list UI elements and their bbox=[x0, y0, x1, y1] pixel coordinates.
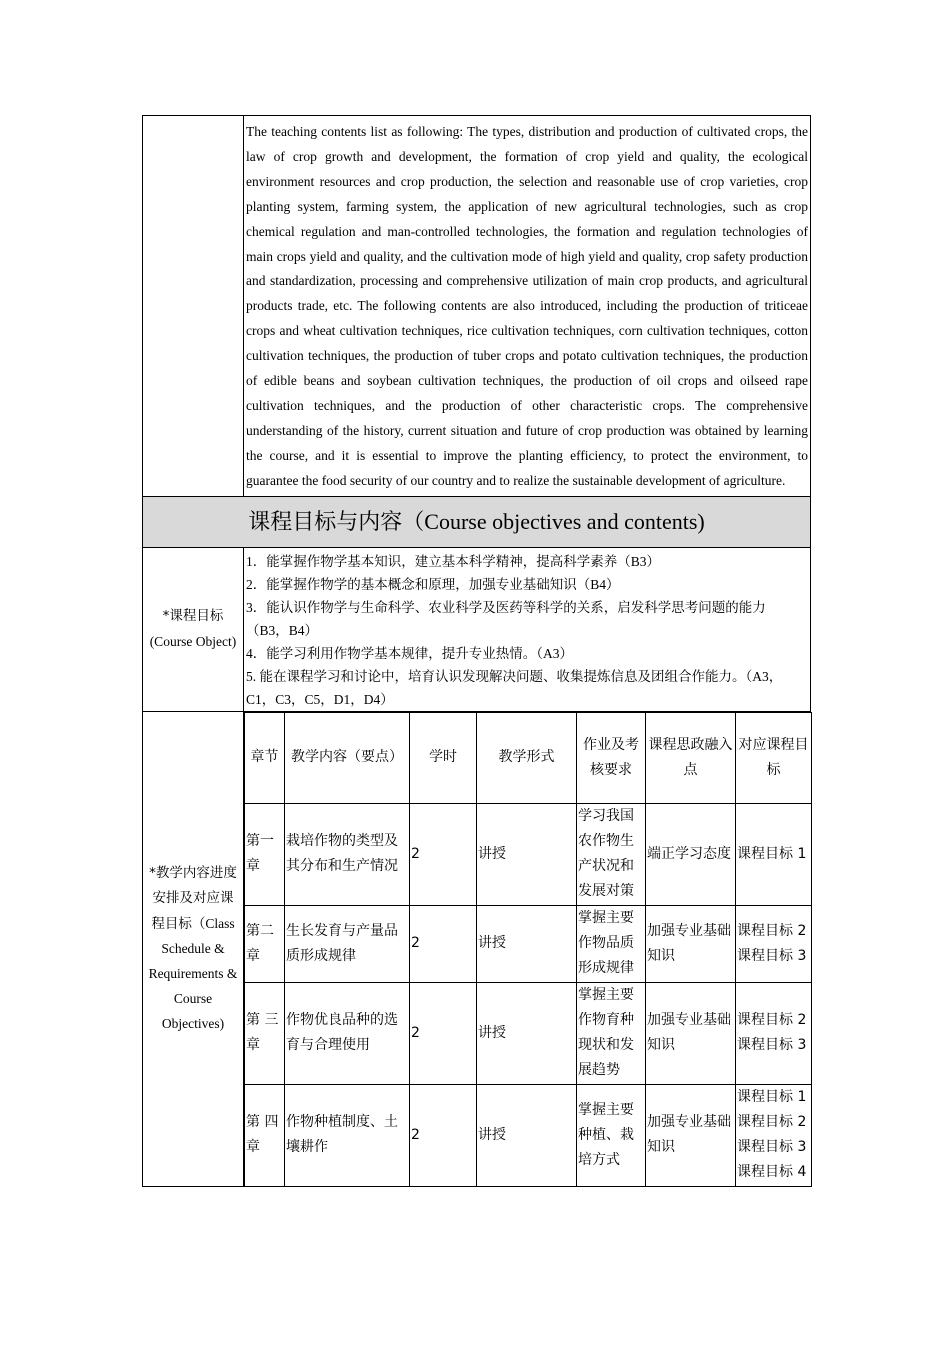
objectives-list bbox=[244, 547, 811, 711]
schedule-label-line: Objectives) bbox=[161, 1016, 225, 1032]
objective-ref: 课程目标 2 bbox=[737, 1114, 807, 1131]
table-row bbox=[245, 905, 812, 982]
row-content: 生长发育与产量品质形成规律 bbox=[285, 905, 410, 982]
row-form: 讲授 bbox=[477, 803, 577, 905]
row-objectives bbox=[736, 803, 812, 905]
schedule-row bbox=[143, 711, 811, 1187]
schedule-label-line: 安排及对应课 bbox=[152, 890, 234, 907]
row-hours: 2 bbox=[410, 1084, 477, 1186]
row-objectives bbox=[736, 905, 812, 982]
objective-item: 3．能认识作物学与生命科学、农业科学及医药等科学的关系，启发科学思考问题的能力（B3，B4） bbox=[246, 599, 766, 638]
objective-ref: 课程目标 2 bbox=[737, 922, 807, 939]
section-title: 课程目标与内容（Course objectives and contents) bbox=[143, 496, 811, 547]
objective-item: 1．能掌握作物学基本知识，建立基本科学精神，提高科学素养（B3） bbox=[246, 553, 661, 569]
intro-row bbox=[143, 116, 811, 497]
objectives-label-en: (Course Object) bbox=[149, 634, 237, 650]
objective-item: 4．能学习利用作物学基本规律，提升专业热情。（A3） bbox=[246, 645, 573, 661]
row-hours: 2 bbox=[410, 982, 477, 1084]
row-chapter: 第二章 bbox=[245, 905, 285, 982]
schedule-cell bbox=[244, 711, 811, 1187]
row-objectives bbox=[736, 1084, 812, 1186]
objective-ref: 课程目标 3 bbox=[737, 1139, 807, 1156]
row-objectives bbox=[736, 982, 812, 1084]
schedule-header-row bbox=[245, 712, 812, 803]
row-content: 作物种植制度、土壤耕作 bbox=[285, 1084, 410, 1186]
header-hours: 学时 bbox=[410, 712, 477, 803]
schedule-label-line: Course bbox=[173, 991, 213, 1007]
row-chapter: 第 四章 bbox=[245, 1084, 285, 1186]
row-form: 讲授 bbox=[477, 1084, 577, 1186]
objective-ref: 课程目标 4 bbox=[737, 1164, 807, 1181]
syllabus-document bbox=[142, 115, 810, 1187]
intro-left-cell bbox=[143, 116, 244, 497]
objectives-label-cn: *课程目标 bbox=[162, 608, 224, 625]
schedule-label-line: Requirements & bbox=[148, 966, 238, 982]
row-chapter: 第 三章 bbox=[245, 982, 285, 1084]
row-ideology: 端正学习态度 bbox=[646, 803, 736, 905]
row-ideology: 加强专业基础知识 bbox=[646, 982, 736, 1084]
objective-ref: 课程目标 1 bbox=[737, 1089, 807, 1106]
table-row bbox=[245, 982, 812, 1084]
objective-ref: 课程目标 3 bbox=[737, 1037, 807, 1054]
header-ideology: 课程思政融入点 bbox=[646, 712, 736, 803]
schedule-table bbox=[244, 712, 812, 1187]
syllabus-table bbox=[142, 115, 811, 1187]
table-row bbox=[245, 1084, 812, 1186]
row-hours: 2 bbox=[410, 803, 477, 905]
section-banner-row bbox=[143, 496, 811, 547]
row-content: 作物优良品种的选育与合理使用 bbox=[285, 982, 410, 1084]
objective-ref: 课程目标 3 bbox=[737, 947, 807, 964]
header-objectives: 对应课程目标 bbox=[736, 712, 812, 803]
row-homework: 掌握主要作物育种现状和发展趋势 bbox=[577, 982, 646, 1084]
objective-item: 5. 能在课程学习和讨论中，培育认识发现解决问题、收集提炼信息及团组合作能力。（A3，C1，C3，C5，D1，D4） bbox=[246, 668, 783, 707]
row-homework: 学习我国农作物生产状况和发展对策 bbox=[577, 803, 646, 905]
objective-ref: 课程目标 2 bbox=[737, 1012, 807, 1029]
header-form: 教学形式 bbox=[477, 712, 577, 803]
row-ideology: 加强专业基础知识 bbox=[646, 1084, 736, 1186]
table-row bbox=[245, 803, 812, 905]
intro-paragraph: The teaching contents list as following: The types, distribution and production of cultivated crops, the law of crop growth and development, the formation of crop yield and quality, the ecological environment resources and crop production, the selection and reasonable use of crop varieties, crop planting system, farming system, the application of new agricultural technologies, such as crop chemical regulation and man-controlled technologies, the formation and regulation technologies of main crops yield and quality, and the cultivation mode of high yield and quality, crop safety production and standardization, processing and comprehensive utilization of main crop products, and agricultural products trade, etc. The following contents are also introduced, including the production of triticeae crops and wheat cultivation techniques, rice cultivation techniques, corn cultivation techniques, cotton cultivation techniques, the production of tuber crops and potato cultivation techniques, the production of edible beans and soybean cultivation techniques, the production of oil crops and oilseed rape cultivation techniques, and the production of other characteristic crops. The comprehensive understanding of the history, current situation and future of crop production was obtained by learning the course, and it is essential to improve the planting efficiency, to protect the environment, to guarantee the food security of our country and to realize the sustainable development of agriculture. bbox=[244, 116, 811, 497]
row-ideology: 加强专业基础知识 bbox=[646, 905, 736, 982]
header-homework: 作业及考核要求 bbox=[577, 712, 646, 803]
schedule-label-line: *教学内容进度 bbox=[149, 865, 237, 882]
row-form: 讲授 bbox=[477, 905, 577, 982]
objective-item: 2．能掌握作物学的基本概念和原理，加强专业基础知识（B4） bbox=[246, 576, 620, 592]
schedule-label-line: 程目标（Class bbox=[151, 916, 235, 932]
schedule-label-line: Schedule & bbox=[161, 941, 225, 957]
schedule-label bbox=[143, 711, 244, 1187]
header-content: 教学内容（要点） bbox=[285, 712, 410, 803]
objective-ref: 课程目标 1 bbox=[737, 845, 807, 862]
row-form: 讲授 bbox=[477, 982, 577, 1084]
row-content: 栽培作物的类型及其分布和生产情况 bbox=[285, 803, 410, 905]
header-chapter: 章节 bbox=[245, 712, 285, 803]
row-homework: 掌握主要种植、栽培方式 bbox=[577, 1084, 646, 1186]
objectives-label bbox=[143, 547, 244, 711]
objectives-row bbox=[143, 547, 811, 711]
row-chapter: 第一章 bbox=[245, 803, 285, 905]
row-homework: 掌握主要作物品质形成规律 bbox=[577, 905, 646, 982]
row-hours: 2 bbox=[410, 905, 477, 982]
